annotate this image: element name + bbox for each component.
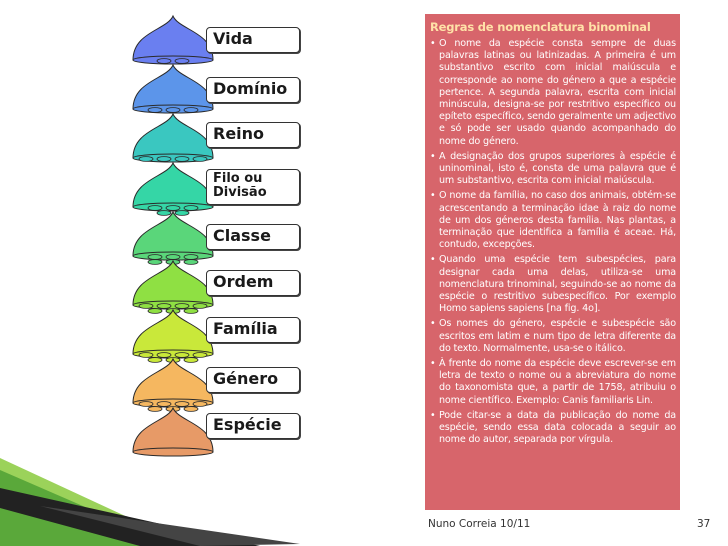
rank-label-vida: Vida [206,27,300,53]
rank-dome-7 [133,359,213,411]
subgroup-oval [184,309,198,314]
subgroup-oval [139,304,153,309]
subgroup-oval [184,358,198,363]
page-number: 37 [697,518,711,530]
subgroup-oval [166,255,180,260]
rank-label-filo-divisao: Filo ou Divisão [206,169,300,205]
subgroup-oval [148,358,162,363]
subgroup-oval [175,59,189,64]
rank-dome-4 [133,212,213,264]
subgroup-oval [139,402,153,407]
subgroup-oval [148,260,162,265]
rank-dome-0 [133,16,213,64]
rule-item: • Os nomes do género, espécie e subespécie são escritos em latim e num tipo de letra diferente da do texto. Normalmente, usa-se o itálico. [430,318,676,355]
subgroup-oval [184,108,198,113]
rank-label-dominio: Domínio [206,77,300,103]
rule-item: • Quando uma espécie tem subespécies, para designar cada uma delas, utiliza-se uma nomenclatura trinominal, seguindo-se ao nome da espécie o restritivo subespecífico. Por exemplo Homo sapiens sapiens [na fig. 4o]. [430,254,676,315]
subgroup-oval [175,304,189,309]
subgroup-oval [148,108,162,113]
subgroup-oval [157,353,171,358]
subgroup-oval [184,407,198,412]
rank-label-especie: Espécie [206,413,300,439]
rank-dome-1 [133,65,213,113]
subgroup-oval [193,304,207,309]
subgroup-oval [148,407,162,412]
subgroup-oval [175,157,189,162]
subgroup-oval [139,157,153,162]
subgroup-oval [193,353,207,358]
rank-dome-3 [133,163,213,215]
rank-label-genero: Género [206,367,300,393]
rule-item: • Pode citar-se a data da publicação do nome da espécie, sendo essa data colocada a seguir ao nome do autor, separada por vírgula. [430,410,676,447]
rule-item: • O nome da espécie consta sempre de duas palavras latinas ou latinizadas. A primeira é um substantivo escrito com inicial maiúscula e corresponde ao nome do género a que a espécie pertence. A segunda palavra, escrita com inicial minúscula, designa-se por restritivo específico ou epíteto específico, sendo geralmente um adjectivo e só pode ser usado quando acompanhado do nome do género. [430,38,676,148]
nomenclature-rules-panel [425,14,680,510]
rank-label-ordem: Ordem [206,270,300,296]
subgroup-oval [175,402,189,407]
subgroup-oval [184,255,198,260]
subgroup-oval [157,59,171,64]
subgroup-oval [148,206,162,211]
subgroup-oval [184,206,198,211]
subgroup-oval [148,255,162,260]
subgroup-oval [166,206,180,211]
rules-list [430,38,676,447]
rank-label-familia: Família [206,317,300,343]
subgroup-oval [193,402,207,407]
subgroup-oval [157,157,171,162]
subgroup-oval [139,353,153,358]
subgroup-oval [175,353,189,358]
rule-item: • O nome da família, no caso dos animais, obtém-se acrescentando a terminação idae à raiz do nome de um dos géneros desta família. Nas plantas, a terminação que identifica a família é aceae. Há, contudo, excepções. [430,190,676,251]
rank-label-reino: Reino [206,122,300,148]
subgroup-oval [157,211,171,216]
subgroup-oval [166,108,180,113]
subgroup-oval [175,211,189,216]
rule-item: • A designação dos grupos superiores à espécie é uninominal, isto é, consta de uma palavra que é um substantivo, escrita com inicial maiúscula. [430,151,676,188]
rank-dome-2 [133,114,213,162]
rank-dome-8 [133,408,213,456]
subgroup-oval [193,157,207,162]
panel-title: Regras de nomenclatura binominal [430,20,651,34]
rank-label-classe: Classe [206,224,300,250]
rule-item: • À frente do nome da espécie deve escrever-se em letra de texto o nome ou a abreviatura do nome do taxonomista que, a partir de 1758, atribuiu o nome científico. Exemplo: Canis familiaris Lin. [430,358,676,407]
rank-dome-5 [133,261,213,313]
footer-author: Nuno Correia 10/11 [428,518,531,530]
subgroup-oval [157,402,171,407]
subgroup-oval [157,304,171,309]
subgroup-oval [148,309,162,314]
subgroup-oval [184,260,198,265]
rank-dome-6 [133,310,213,362]
